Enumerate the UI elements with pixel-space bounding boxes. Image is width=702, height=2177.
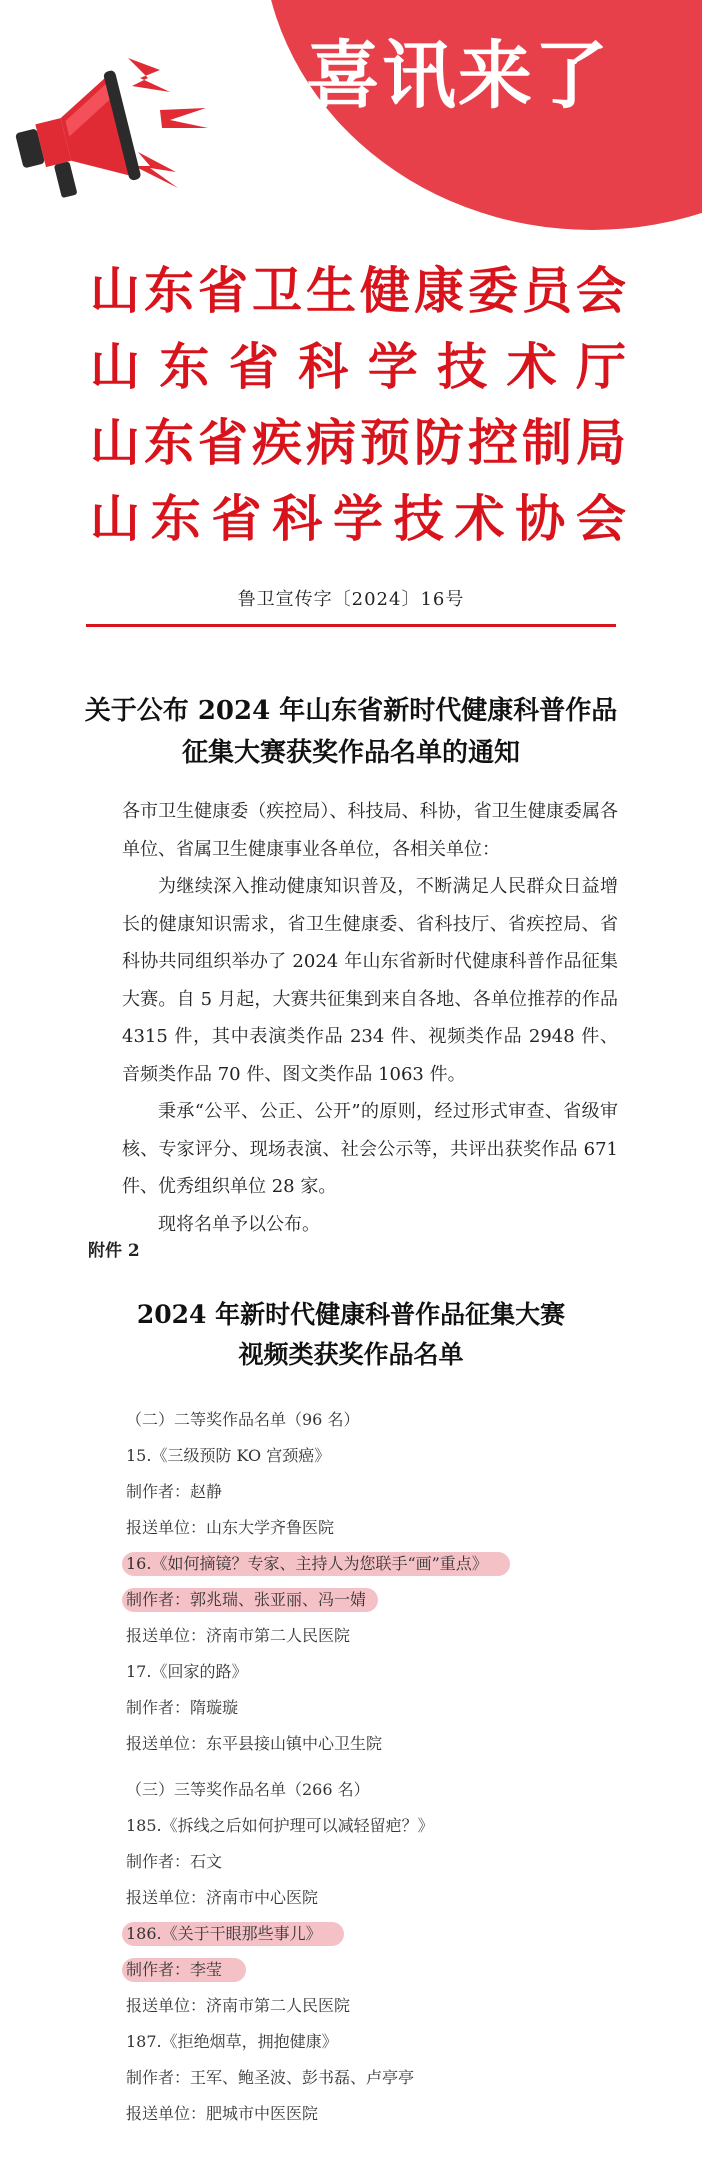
award-list [126,1404,646,2134]
list-item: 17.《回家的路》 [126,1662,248,1681]
list-item: 报送单位：山东大学齐鲁医院 [126,1518,335,1537]
notice-body [122,793,618,1243]
authority-name: 山东省卫生健康委员会 [90,262,630,320]
sound-bolt-icon [128,58,170,92]
addressee: 各市卫生健康委（疾控局）、科技局、科协，省卫生健康委属各单位、省属卫生健康事业各单位，各相关单位： [122,801,618,860]
body-paragraph: 现将名单予以公布。 [158,1213,320,1235]
list-item: 制作者：隋璇璇 [126,1698,239,1717]
body-paragraph: 为继续深入推动健康知识普及，不断满足人民群众日益增长的健康知识需求，省卫生健康委、省科技厅、省疾控局、省科协共同组织举办了 2024 年山东省新时代健康科普作品征集大赛。自 5 月起，大赛共征集到来自各地、各单位推荐的作品 4315 件，其中表演类作品 234 件、视频类作品 2948 件、音频类作品 70 件、图文类作品 1063 件。 [122,876,618,1085]
authority-name: 山东省科学技术厅 [90,338,630,396]
section-heading: （二）二等奖作品名单（96 名） [126,1410,360,1429]
list-item: 制作者：石文 [126,1852,223,1871]
list-item: 制作者：王军、鲍圣波、彭书磊、卢亭亭 [126,2068,415,2087]
list-item: 报送单位：东平县接山镇中心卫生院 [126,1734,383,1753]
notice-title-line: 征集大赛获奖作品名单的通知 [181,738,520,768]
spacer [126,1764,646,1774]
red-divider [86,624,616,627]
list-item: 制作者：赵静 [126,1482,223,1501]
sound-bolt-icon [134,152,178,188]
list-title-line: 视频类获奖作品名单 [238,1340,464,1369]
attachment-label: 附件 2 [88,1241,140,1261]
highlighted-list-item: 16.《如何摘镜？专家、主持人为您联手“画”重点》 [126,1548,646,1580]
document-number: 鲁卫宣传字〔2024〕16号 [237,589,465,610]
list-item: 报送单位：肥城市中医医院 [126,2104,319,2123]
banner-title: 喜讯来了 [306,33,610,119]
list-item: 报送单位：济南市中心医院 [126,1888,319,1907]
list-item: 报送单位：济南市第二人民医院 [126,1996,351,2015]
megaphone-icon [10,48,210,208]
highlighted-list-item: 制作者：郭兆瑞、张亚丽、冯一婧 [126,1584,646,1616]
list-title-line: 2024 年新时代健康科普作品征集大赛 [136,1300,566,1329]
notice-title-line: 关于公布 2024 年山东省新时代健康科普作品 [84,696,618,726]
body-paragraph: 秉承“公平、公正、公开”的原则，经过形式审查、省级审核、专家评分、现场表演、社会公示等，共评出获奖作品 671 件、优秀组织单位 28 家。 [122,1101,618,1197]
award-list-title [60,1295,642,1375]
authority-name: 山东省疾病预防控制局 [90,414,630,472]
sound-bolt-icon [160,108,208,128]
highlighted-list-item: 186.《关于干眼那些事儿》 [126,1918,646,1950]
header-banner [0,0,702,250]
notice-title [60,690,642,774]
issuing-authorities [90,253,630,557]
list-item: 185.《拆线之后如何护理可以减轻留疤？》 [126,1816,434,1835]
list-item: 15.《三级预防 KO 宫颈癌》 [126,1446,331,1465]
list-item: 报送单位：济南市第二人民医院 [126,1626,351,1645]
highlighted-list-item: 制作者：李莹 [126,1954,646,1986]
list-item: 187.《拒绝烟草，拥抱健康》 [126,2032,338,2051]
authority-name: 山东省科学技术协会 [90,490,630,548]
section-heading: （三）三等奖作品名单（266 名） [126,1780,370,1799]
